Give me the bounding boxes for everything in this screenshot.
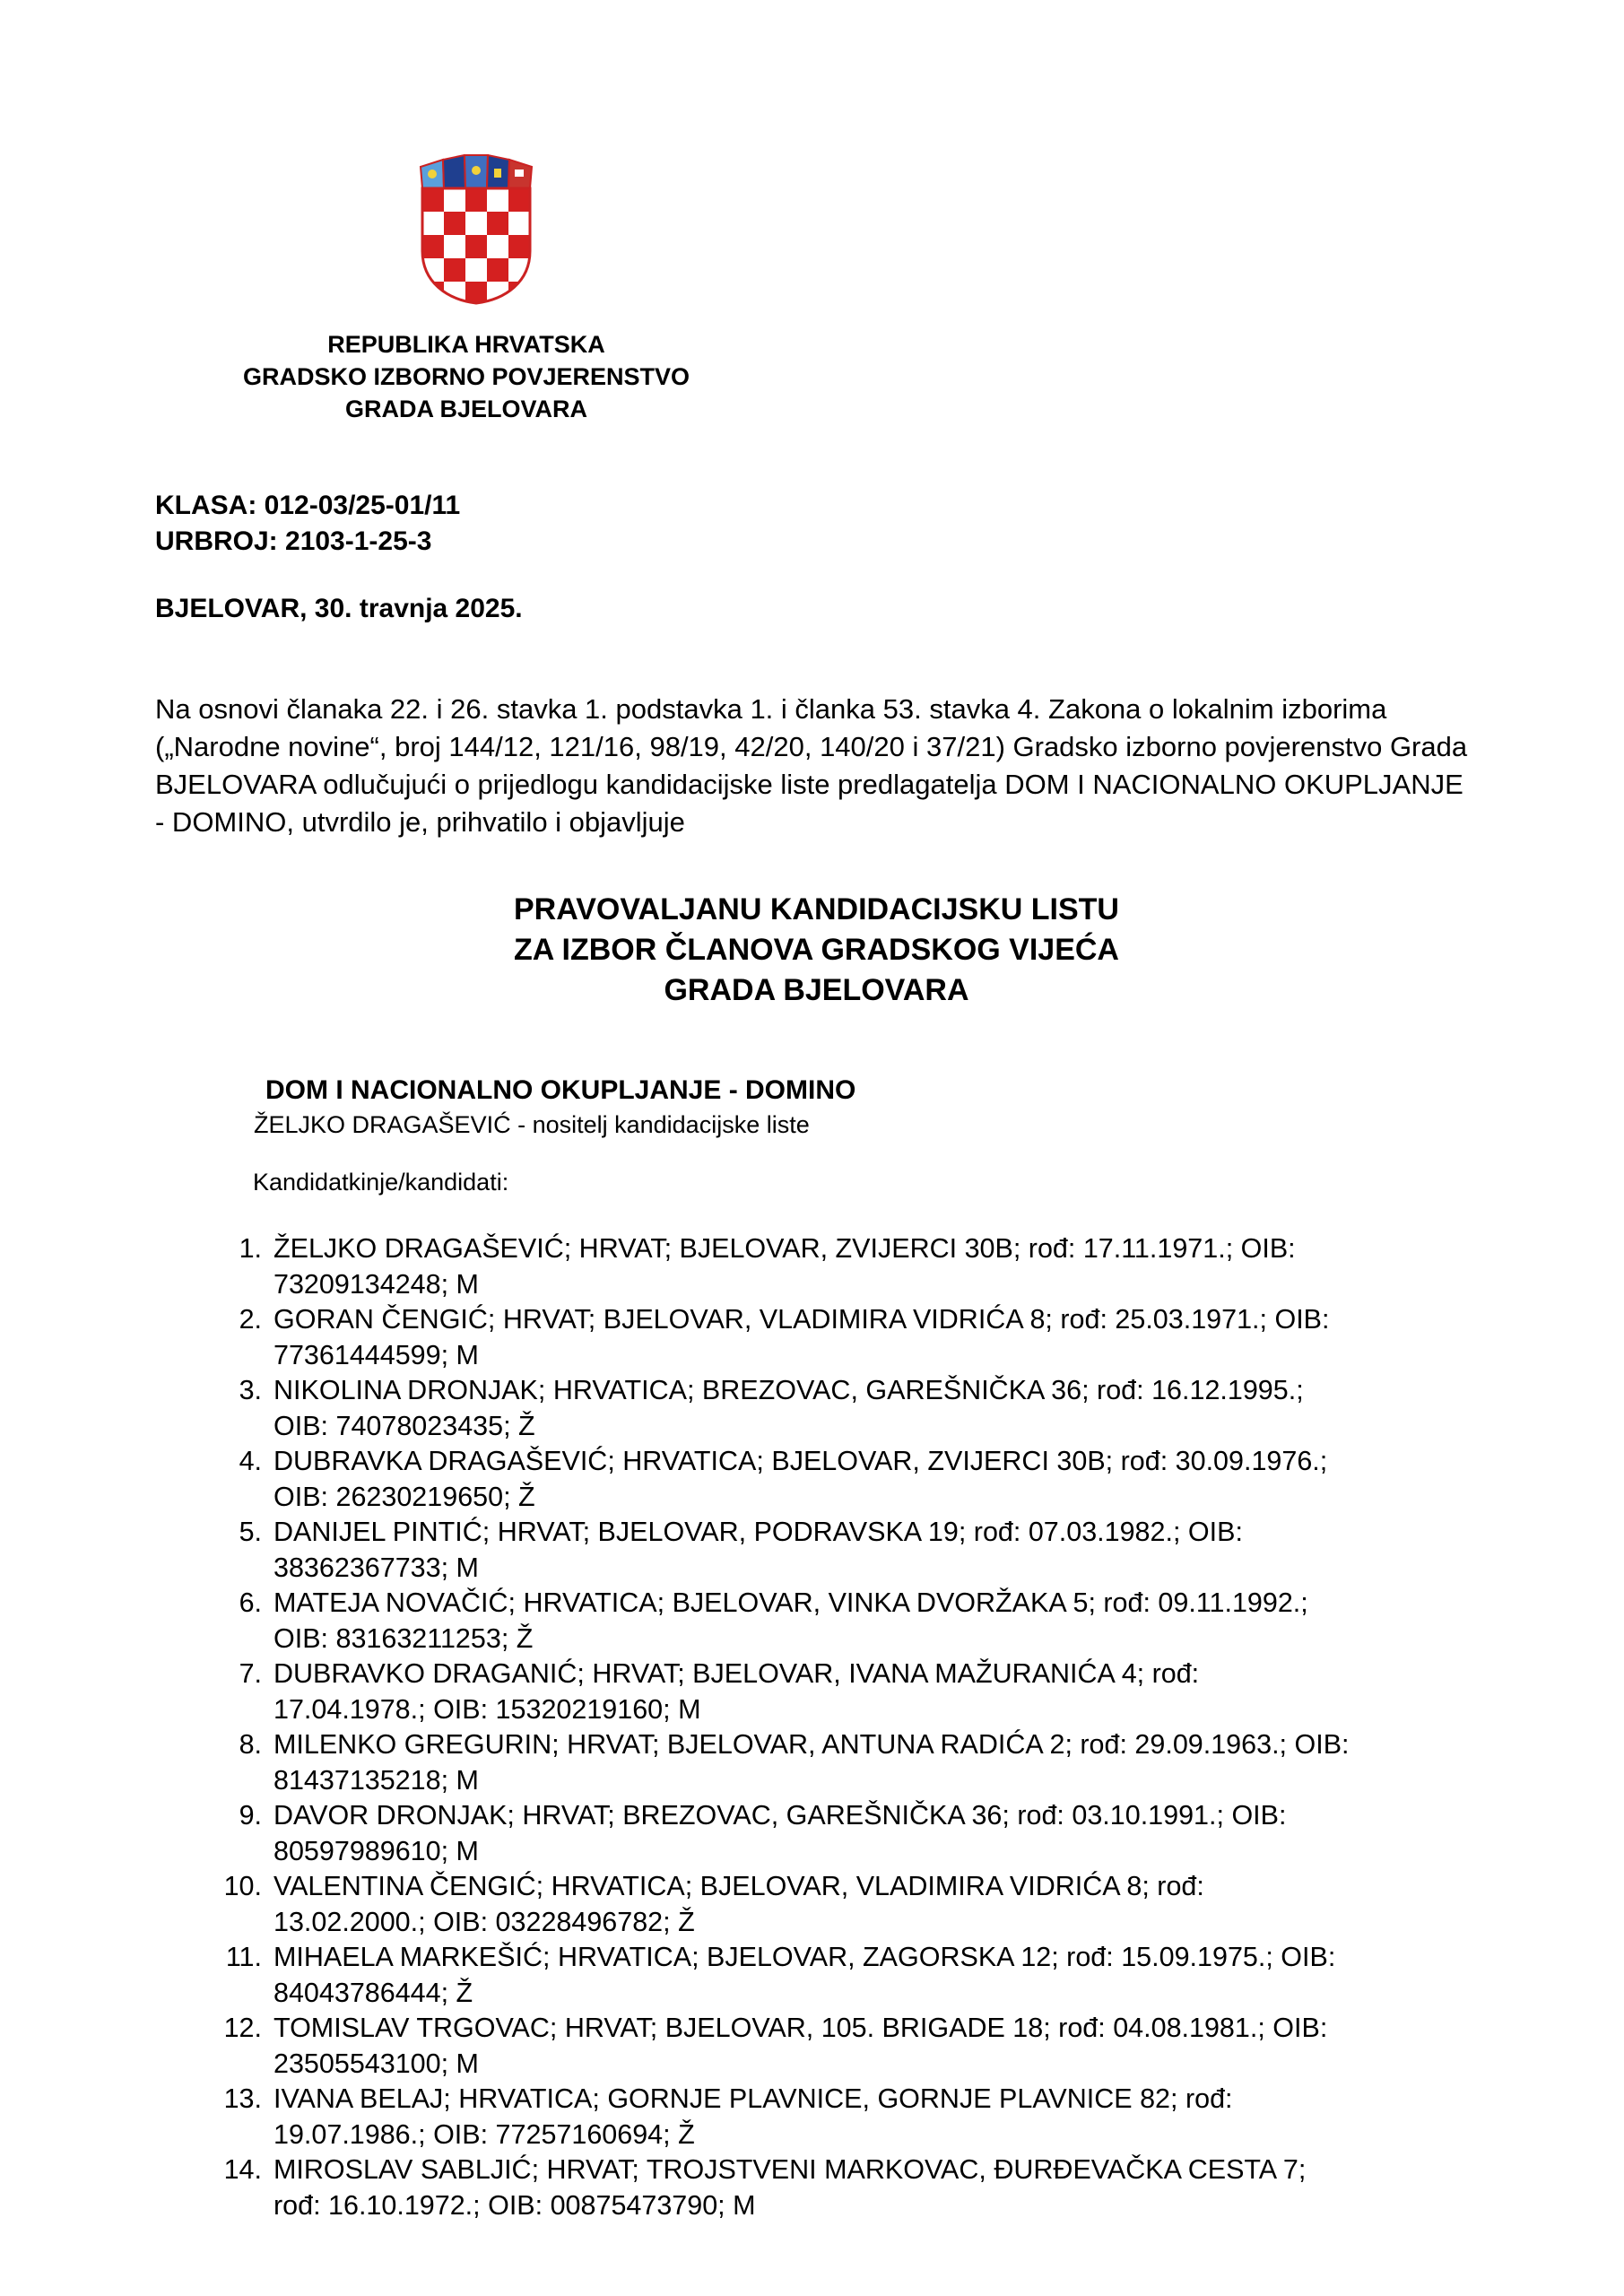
header-republic: REPUBLIKA HRVATSKA [327,331,605,358]
candidate-item: 3. NIKOLINA DRONJAK; HRVATICA; BREZOVAC, GAREŠNIČKA 36; rođ: 16.12.1995.; OIB: 74078023435; Ž [239,1375,1304,1441]
place-date: BJELOVAR, 30. travnja 2025. [155,594,523,623]
header-city: GRADA BJELOVARA [344,396,587,422]
candidate-item: 8. MILENKO GREGURIN; HRVAT; BJELOVAR, ANTUNA RADIĆA 2; rođ: 29.09.1963.; OIB: 81437135218; M [239,1729,1350,1796]
document-title [155,890,1478,1011]
intro-paragraph: Na osnovi članaka 22. i 26. stavka 1. podstavka 1. i članka 53. stavka 4. Zakona o lokalnim izborima („Narodne novine“, broj 144/12, 121/16, 98/19, 42/20, 140/20 i 37/21) Gradsko izborno povjerenstvo Grada BJELOVARA odlučujući o prijedlogu kandidacijske liste predlagatelja DOM I NACIONALNO OKUPLJANJE - DOMINO, utvrdilo je, prihvatilo i objavljuje [155,693,1468,838]
klasa: KLASA: 012-03/25-01/11 [155,491,461,520]
title-line-3: GRADA BJELOVARA [664,973,969,1007]
list-holder: ŽELJKO DRAGAŠEVIĆ - nositelj kandidacijske liste [254,1111,810,1138]
candidate-item: 5. DANIJEL PINTIĆ; HRVAT; BJELOVAR, PODRAVSKA 19; rođ: 07.03.1982.; OIB: 38362367733; M [239,1517,1243,1583]
candidate-item: 11. MIHAELA MARKEŠIĆ; HRVATICA; BJELOVAR, ZAGORSKA 12; rođ: 15.09.1975.; OIB: 84043786444; Ž [225,1942,1336,2008]
candidate-item: 9. DAVOR DRONJAK; HRVAT; BREZOVAC, GAREŠNIČKA 36; rođ: 03.10.1991.; OIB: 80597989610; M [239,1800,1287,1866]
candidate-item: 6. MATEJA NOVAČIĆ; HRVATICA; BJELOVAR, VINKA DVORŽAKA 5; rođ: 09.11.1992.; OIB: 83163211253; Ž [239,1587,1308,1654]
candidate-item: 1. ŽELJKO DRAGAŠEVIĆ; HRVAT; BJELOVAR, ZVIJERCI 30B; rođ: 17.11.1971.; OIB: 73209134248; M [239,1233,1296,1300]
title-line-1: PRAVOVALJANU KANDIDACIJSKU LISTU [513,892,1119,926]
candidate-item: 4. DUBRAVKA DRAGAŠEVIĆ; HRVATICA; BJELOVAR, ZVIJERCI 30B; rođ: 30.09.1976.; OIB: 26230219650; Ž [239,1446,1328,1512]
candidate-item: 13. IVANA BELAJ; HRVATICA; GORNJE PLAVNICE, GORNJE PLAVNICE 82; rođ: 19.07.1986.; OIB: 77257160694; Ž [223,2083,1233,2150]
candidates-label: Kandidatkinje/kandidati: [253,1169,509,1196]
candidate-item: 14. MIROSLAV SABLJIĆ; HRVAT; TROJSTVENI MARKOVAC, ĐURĐEVAČKA CESTA 7; rođ: 16.10.1972.; OIB: 00875473790; M [223,2154,1307,2221]
candidate-list [0,1231,1480,2223]
party-name: DOM I NACIONALNO OKUPLJANJE - DOMINO [265,1075,856,1105]
header-commission: GRADSKO IZBORNO POVJERENSTVO [242,363,690,390]
coat-of-arms-icon [418,154,534,305]
title-line-2: ZA IZBOR ČLANOVA GRADSKOG VIJEĆA [514,933,1119,967]
urbroj: URBROJ: 2103-1-25-3 [155,526,432,556]
candidate-item: 10. VALENTINA ČENGIĆ; HRVATICA; BJELOVAR, VLADIMIRA VIDRIĆA 8; rođ: 13.02.2000.; OIB: 03228496782; Ž [223,1871,1204,1937]
candidate-item: 12. TOMISLAV TRGOVAC; HRVAT; BJELOVAR, 105. BRIGADE 18; rođ: 04.08.1981.; OIB: 23505543100; M [223,2013,1328,2079]
candidate-item: 7. DUBRAVKO DRAGANIĆ; HRVAT; BJELOVAR, IVANA MAŽURANIĆA 4; rođ: 17.04.1978.; OIB: 15320219160; M [239,1658,1200,1725]
candidate-item: 2. GORAN ČENGIĆ; HRVAT; BJELOVAR, VLADIMIRA VIDRIĆA 8; rođ: 25.03.1971.; OIB: 77361444599; M [239,1304,1330,1370]
